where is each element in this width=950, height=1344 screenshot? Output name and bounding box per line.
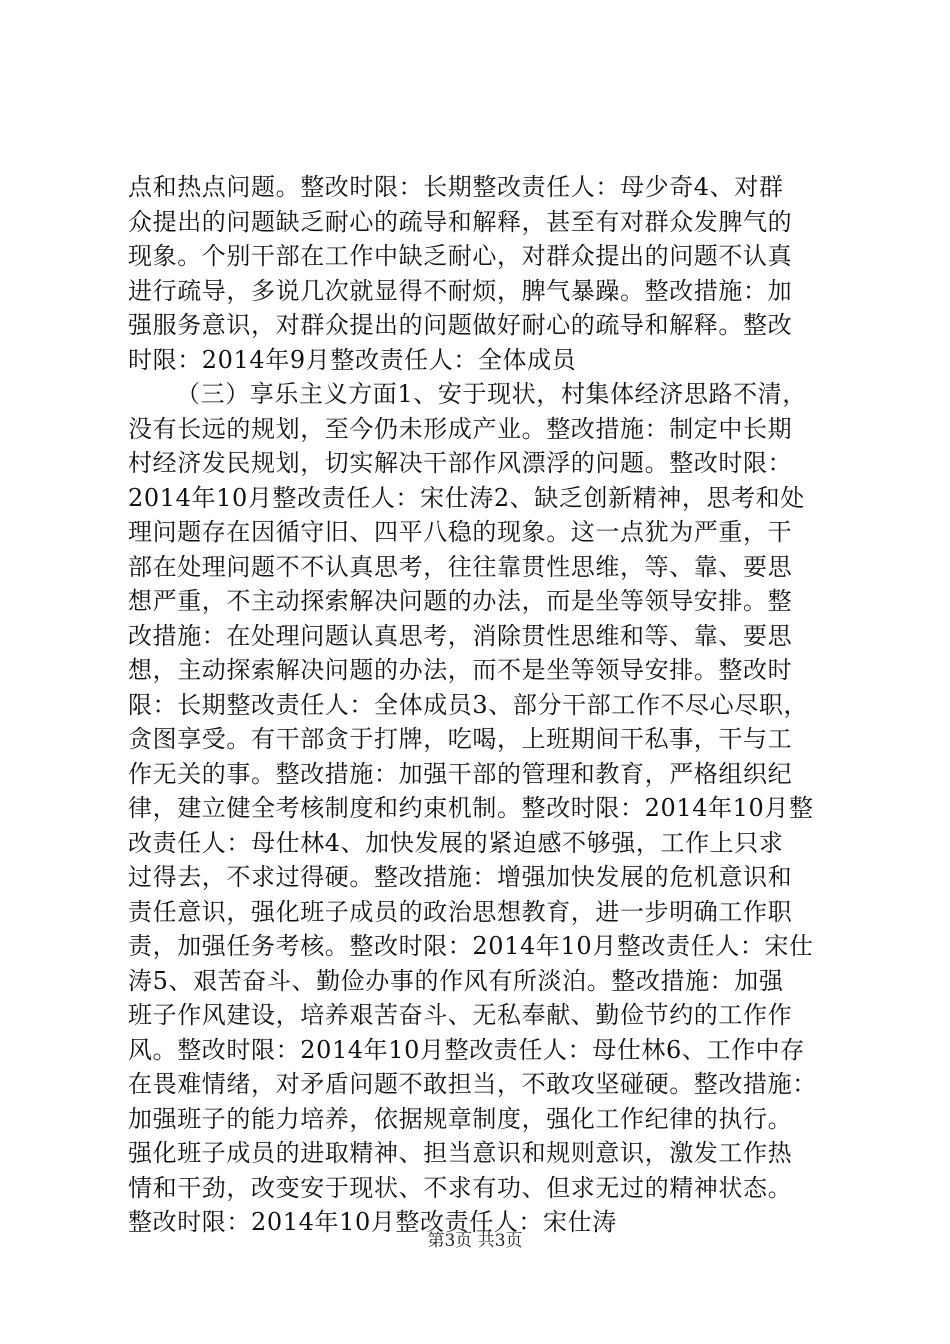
text-line: 贪图享受。有干部贪于打牌，吃喝，上班期间干私事，干与工 <box>128 725 793 753</box>
text-line: 整改时限：2014年10月整改责任人：宋仕涛 <box>128 1208 617 1236</box>
text-line: 理问题存在因循守旧、四平八稳的现象。这一点犹为严重，干 <box>128 518 793 546</box>
text-line: 点和热点问题。整改时限：长期整改责任人：母少奇4、对群 <box>128 173 784 201</box>
document-body <box>128 170 838 1240</box>
text-line: 情和干劲，改变安于现状、不求有功、但求无过的精神状态。 <box>128 1173 793 1202</box>
text-line: 班子作风建设，培养艰苦奋斗、无私奉献、勤俭节约的工作作 <box>128 1001 793 1029</box>
text-line: 想严重，不主动探索解决问题的办法，而是坐等领导安排。整 <box>128 587 793 615</box>
text-line: 作无关的事。整改措施：加强干部的管理和教育，严格组织纪 <box>128 759 793 788</box>
text-line: 村经济发民规划，切实解决干部作风漂浮的问题。整改时限： <box>128 449 793 477</box>
text-line: 过得去，不求过得硬。整改措施：增强加快发展的危机意识和 <box>128 863 793 891</box>
text-line: 2014年10月整改责任人：宋仕涛2、缺乏创新精神，思考和处 <box>128 483 805 512</box>
text-line: 限：长期整改责任人：全体成员3、部分干部工作不尽心尽职， <box>128 690 809 719</box>
text-line: 涛5、艰苦奋斗、勤俭办事的作风有所淡泊。整改措施：加强 <box>128 966 784 995</box>
text-line: 在畏难情绪，对矛盾问题不敢担当，不敢攻坚碰硬。整改措施： <box>128 1070 817 1098</box>
text-line: 想，主动探索解决问题的办法，而不是坐等领导安排。整改时 <box>128 656 793 684</box>
text-line: 责任意识，强化班子成员的政治思想教育，进一步明确工作职 <box>128 897 793 926</box>
text-line: 时限：2014年9月整改责任人：全体成员 <box>128 345 577 374</box>
text-line: 改责任人：母仕林4、加快发展的紧迫感不够强，工作上只求 <box>128 828 784 857</box>
text-line: 风。整改时限：2014年10月整改责任人：母仕林6、工作中存 <box>128 1035 805 1064</box>
text-line: 加强班子的能力培养，依据规章制度，强化工作纪律的执行。 <box>128 1104 793 1133</box>
text-line: 没有长远的规划，至今仍未形成产业。整改措施：制定中长期 <box>128 414 793 443</box>
text-line: 责，加强任务考核。整改时限：2014年10月整改责任人：宋仕 <box>128 932 814 960</box>
text-line: 部在处理问题不不认真思考，往往靠贯性思维，等、靠、要思 <box>128 552 793 581</box>
text-line: 律，建立健全考核制度和约束机制。整改时限：2014年10月整 <box>128 794 814 822</box>
text-line: 进行疏导，多说几次就显得不耐烦，脾气暴躁。整改措施：加 <box>128 276 793 305</box>
text-line: 强服务意识，对群众提出的问题做好耐心的疏导和解释。整改 <box>128 311 793 339</box>
text-line: 众提出的问题缺乏耐心的疏导和解释，甚至有对群众发脾气的 <box>128 207 793 236</box>
text-line: 改措施：在处理问题认真思考，消除贯性思维和等、靠、要思 <box>128 621 793 650</box>
section-heading-line: （三）享乐主义方面1、安于现状，村集体经济思路不清， <box>176 380 807 408</box>
page-number-footer: 第3页 共3页 <box>427 1231 523 1251</box>
text-line: 强化班子成员的进取精神、担当意识和规则意识，激发工作热 <box>128 1139 793 1167</box>
text-line: 现象。个别干部在工作中缺乏耐心，对群众提出的问题不认真 <box>128 242 793 270</box>
